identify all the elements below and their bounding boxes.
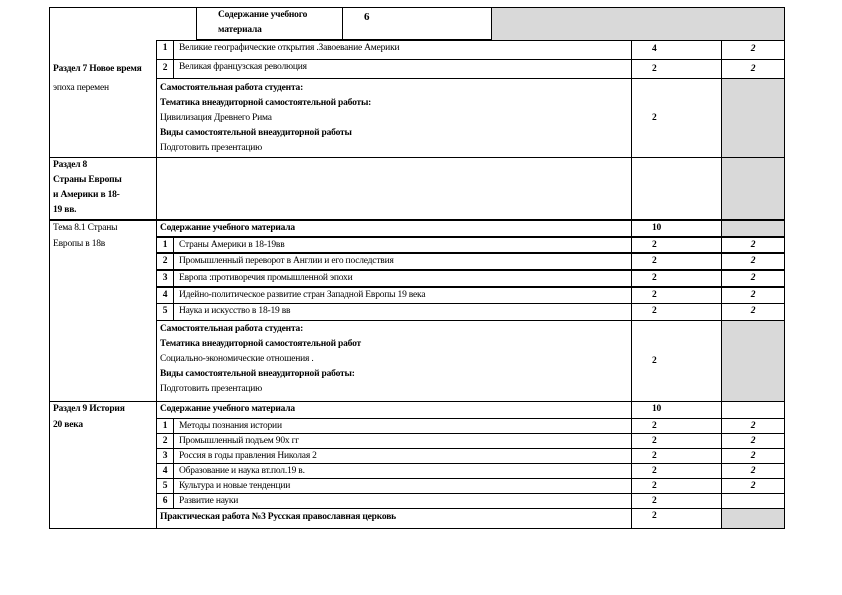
topic-text: Великие географические открытия .Завоевание Америки bbox=[179, 43, 400, 53]
topic-text: Образование и наука вт.пол.19 в. bbox=[179, 466, 305, 476]
section9-subtitle: 20 века bbox=[53, 420, 83, 430]
topic-text: Развитие науки bbox=[179, 496, 239, 506]
selfwork-topic: Социально-экономические отношения . bbox=[160, 354, 314, 364]
selfwork-topic-label: Тематика внеаудиторной самостоятельной работ bbox=[160, 339, 361, 349]
content-hours: 10 bbox=[652, 223, 662, 233]
topic-hours: 2 bbox=[652, 481, 657, 491]
shaded-cell bbox=[722, 509, 785, 528]
topic-text: Промышленный переворот в Англии и его последствия bbox=[179, 256, 394, 266]
topic81-subtitle: Европы в 18в bbox=[53, 239, 106, 249]
shaded-cell bbox=[722, 78, 785, 157]
topic-level: 2 bbox=[750, 421, 756, 431]
section8-title: и Америки в 18- bbox=[53, 190, 120, 200]
section7-subtitle: эпоха перемен bbox=[53, 83, 109, 93]
topic-number: 2 bbox=[162, 256, 168, 266]
topic-number: 6 bbox=[162, 496, 168, 506]
topic-hours: 2 bbox=[652, 290, 657, 300]
content-label: Содержание учебного материала bbox=[160, 223, 295, 233]
topic-number: 3 bbox=[162, 273, 168, 283]
topic-text: Наука и искусство в 18-19 вв bbox=[179, 306, 291, 316]
topic-text: Идейно-политическое развитие стран Западной Европы 19 века bbox=[179, 290, 426, 300]
topic-level: 2 bbox=[750, 290, 756, 300]
topic-level: 2 bbox=[750, 64, 756, 74]
selfwork-task: Подготовить презентацию bbox=[160, 143, 263, 153]
topic-level: 2 bbox=[750, 306, 756, 316]
section8-title: Страны Европы bbox=[53, 175, 122, 185]
topic-level: 2 bbox=[750, 466, 756, 476]
content-header-label: Содержание учебного материала bbox=[218, 10, 308, 35]
selfwork-hours: 2 bbox=[652, 113, 657, 123]
topic-number: 2 bbox=[162, 63, 168, 73]
topic-hours: 2 bbox=[652, 64, 657, 74]
topic-hours: 2 bbox=[652, 306, 657, 316]
topic-hours: 2 bbox=[652, 256, 657, 266]
selfwork-types-label: Виды самостоятельной внеаудиторной работы bbox=[160, 128, 352, 138]
topic-hours: 4 bbox=[652, 44, 657, 54]
topic-number: 2 bbox=[162, 436, 168, 446]
selfwork-task: Подготовить презентацию bbox=[160, 384, 263, 394]
topic-text: Методы познания истории bbox=[179, 421, 282, 431]
topic-level: 2 bbox=[750, 256, 756, 266]
topic-level: 2 bbox=[750, 436, 756, 446]
selfwork-types-label: Виды самостоятельной внеаудиторной работы: bbox=[160, 369, 355, 379]
content-hours: 10 bbox=[652, 404, 662, 414]
topic-number: 4 bbox=[162, 290, 168, 300]
topic-hours: 2 bbox=[652, 240, 657, 250]
shaded-cell bbox=[492, 8, 785, 40]
topic81-title: Тема 8.1 Страны bbox=[53, 223, 118, 233]
topic-level: 2 bbox=[750, 44, 756, 54]
shaded-cell bbox=[722, 220, 785, 236]
shaded-cell bbox=[722, 157, 785, 220]
topic-number: 5 bbox=[162, 306, 168, 316]
section8-title: 19 вв. bbox=[53, 205, 77, 215]
topic-number: 5 bbox=[162, 481, 168, 491]
topic-text: Страны Америки в 18-19вв bbox=[179, 240, 285, 250]
topic-text: Европа :противоречия промышленной эпохи bbox=[179, 273, 353, 283]
topic-number: 4 bbox=[162, 466, 168, 476]
selfwork-hours: 2 bbox=[652, 356, 657, 366]
topic-text: Промышленный подъем 90х гг bbox=[179, 436, 299, 446]
selfwork-label: Самостоятельная работа студента: bbox=[160, 83, 304, 93]
practical-work: Практическая работа №3 Русская православная церковь bbox=[160, 512, 396, 522]
section7-title: Раздел 7 Новое время bbox=[53, 64, 142, 74]
topic-hours: 2 bbox=[652, 451, 657, 461]
selfwork-topic: Цивилизация Древнего Рима bbox=[160, 113, 272, 123]
topic-number: 3 bbox=[162, 451, 168, 461]
topic-level: 2 bbox=[750, 240, 756, 250]
header-hours: 6 bbox=[364, 11, 370, 23]
shaded-cell bbox=[722, 321, 785, 401]
topic-level: 2 bbox=[750, 451, 756, 461]
topic-hours: 2 bbox=[652, 273, 657, 283]
topic-level: 2 bbox=[750, 273, 756, 283]
selfwork-topic-label: Тематика внеаудиторной самостоятельной работы: bbox=[160, 98, 372, 108]
topic-hours: 2 bbox=[652, 421, 657, 431]
topic-number: 1 bbox=[162, 421, 168, 431]
topic-text: Великая французская революция bbox=[179, 62, 307, 72]
topic-text: Культура и новые тенденции bbox=[179, 481, 291, 491]
section8-title: Раздел 8 bbox=[53, 160, 88, 170]
topic-text: Россия в годы правления Николая 2 bbox=[179, 451, 317, 461]
practical-hours: 2 bbox=[652, 511, 657, 521]
topic-hours: 2 bbox=[652, 496, 657, 506]
content-label: Содержание учебного материала bbox=[160, 404, 295, 414]
topic-number: 1 bbox=[162, 240, 168, 250]
topic-number: 1 bbox=[162, 43, 168, 53]
topic-hours: 2 bbox=[652, 436, 657, 446]
topic-level: 2 bbox=[750, 481, 756, 491]
topic-hours: 2 bbox=[652, 466, 657, 476]
selfwork-label: Самостоятельная работа студента: bbox=[160, 324, 304, 334]
section9-title: Раздел 9 История bbox=[53, 404, 125, 414]
